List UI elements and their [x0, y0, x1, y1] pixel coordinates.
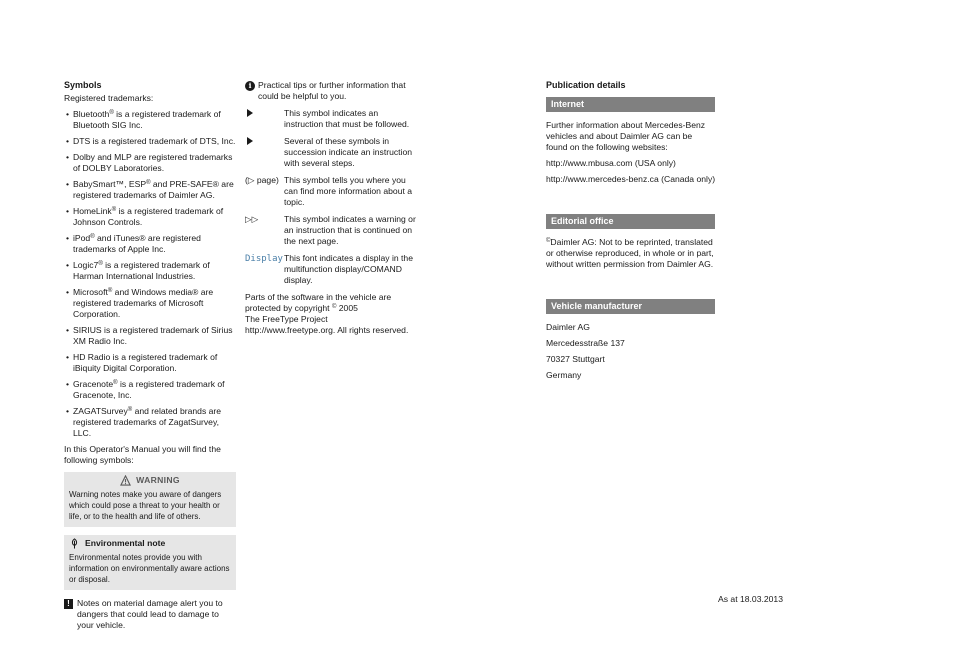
internet-text: Further information about Mercedes-Benz vehicles and about Daimler AG can be found on the following websites: — [546, 120, 706, 152]
trademark-item: • Dolby and MLP are registered trademarks of DOLBY Laboratories. — [64, 152, 236, 174]
symbol-description: This symbol indicates a warning or an instruction that is continued on the next page. — [284, 214, 416, 246]
environmental-note-header — [69, 538, 231, 549]
symbol-description: This symbol indicates an instruction that must be followed. — [284, 108, 410, 129]
warning-triangle-icon — [120, 475, 131, 486]
symbol-key: (▷ page) — [245, 175, 279, 185]
instruction-arrow-icon — [247, 137, 253, 145]
material-damage-text: Notes on material damage alert you to dangers that could lead to damage to your vehicle. — [77, 598, 223, 630]
internet-section-bar: Internet — [546, 97, 715, 112]
trademarks-intro: Registered trademarks: — [64, 93, 154, 103]
symbol-list — [245, 108, 417, 286]
trademark-item: • HD Radio is a registered trademark of iBiquity Digital Corporation. — [64, 352, 236, 374]
canada-note: (Canada only) — [658, 174, 716, 184]
trademark-item: • Gracenote® is a registered trademark of Gracenote, Inc. — [64, 379, 236, 401]
instruction-arrow-icon — [247, 109, 253, 117]
warning-header — [69, 475, 231, 486]
copyright-year: 2005 — [336, 303, 358, 313]
trademark-item: • iPod® and iTunes® are registered trademarks of Apple Inc. — [64, 233, 236, 255]
mbusa-link[interactable]: http://www.mbusa.com — [546, 158, 633, 168]
environmental-note-title: Environmental note — [85, 538, 166, 548]
usa-note: (USA only) — [632, 158, 676, 168]
info-icon: i — [245, 81, 255, 91]
editorial-section-bar: Editorial office — [546, 214, 715, 229]
copyright-tail: . All rights reserved. — [332, 325, 409, 335]
trademark-item: • BabySmart™, ESP® and PRE-SAFE® are registered trademarks of Daimler AG. — [64, 179, 236, 201]
trademark-item: • ZAGATSurvey® and related brands are registered trademarks of ZagatSurvey, LLC. — [64, 406, 236, 439]
symbol-row — [245, 175, 417, 208]
manufacturer-address — [546, 322, 716, 381]
tip-note — [245, 80, 417, 102]
warning-title: WARNING — [136, 475, 180, 485]
copyright-project: The FreeType Project — [245, 314, 328, 324]
symbols-heading: Symbols — [64, 80, 102, 90]
editorial-copyright-mark: © — [546, 238, 551, 244]
manufacturer-section-bar: Vehicle manufacturer — [546, 299, 715, 314]
address-line: Mercedesstraße 137 — [546, 338, 625, 348]
trademark-item: • Bluetooth® is a registered trademark of Bluetooth SIG Inc. — [64, 109, 236, 131]
trademark-item: • Microsoft® and Windows media® are registered trademarks of Microsoft Corporation. — [64, 287, 236, 320]
trademark-list — [64, 109, 236, 439]
material-damage-note — [64, 598, 236, 631]
symbols-column — [64, 80, 236, 631]
publication-column — [546, 80, 716, 386]
leaf-icon — [69, 538, 80, 549]
address-line: Daimler AG — [546, 322, 590, 332]
address-line: 70327 Stuttgart — [546, 354, 605, 364]
tips-column — [245, 80, 417, 341]
canada-url-line — [546, 174, 716, 185]
manual-intro: In this Operator's Manual you will find the following symbols: — [64, 444, 221, 465]
warning-text: Warning notes make you aware of dangers which could pose a threat to your health or life, or to the health and life of others. — [69, 490, 222, 521]
freetype-link[interactable]: http://www.freetype.org — [245, 325, 333, 335]
symbol-description: This symbol tells you where you can find more information about a topic. — [284, 175, 413, 207]
publication-heading: Publication details — [546, 80, 626, 90]
trademark-item: • Logic7® is a registered trademark of Harman International Industries. — [64, 260, 236, 282]
symbol-key: ▷▷ — [245, 214, 259, 224]
as-at-date: As at 18.03.2013 — [718, 594, 783, 604]
symbol-row — [245, 253, 417, 286]
environmental-note-text: Environmental notes provide you with information on environmentally aware actions or disposal. — [69, 553, 230, 584]
symbol-description: This font indicates a display in the multifunction display/COMAND display. — [284, 253, 413, 285]
editorial-body: Daimler AG: Not to be reprinted, translated or otherwise reproduced, in whole or in part, without written permission from Daimler AG. — [546, 237, 714, 269]
tip-text: Practical tips or further information that could be helpful to you. — [258, 80, 406, 101]
symbol-row — [245, 108, 417, 130]
copyright-note — [245, 292, 417, 336]
trademark-item: • DTS is a registered trademark of DTS, Inc. — [64, 136, 236, 147]
copyright-mark: © — [331, 304, 337, 310]
symbol-description: Several of these symbols in succession indicate an instruction with several steps. — [284, 136, 413, 168]
mercedes-canada-link[interactable]: http://www.mercedes-benz.ca — [546, 174, 659, 184]
trademark-item: • SIRIUS is a registered trademark of Sirius XM Radio Inc. — [64, 325, 236, 347]
symbol-row — [245, 136, 417, 169]
symbol-key: Display — [245, 254, 283, 264]
copyright-line: Parts of the software in the vehicle are protected by copyright — [245, 292, 392, 313]
environmental-note-box — [64, 535, 236, 590]
editorial-text — [546, 237, 716, 270]
exclamation-icon: ! — [64, 599, 73, 609]
address-line: Germany — [546, 370, 582, 380]
usa-url-line — [546, 158, 716, 169]
warning-box — [64, 472, 236, 527]
symbol-row — [245, 214, 417, 247]
trademark-item: • HomeLink® is a registered trademark of Johnson Controls. — [64, 206, 236, 228]
